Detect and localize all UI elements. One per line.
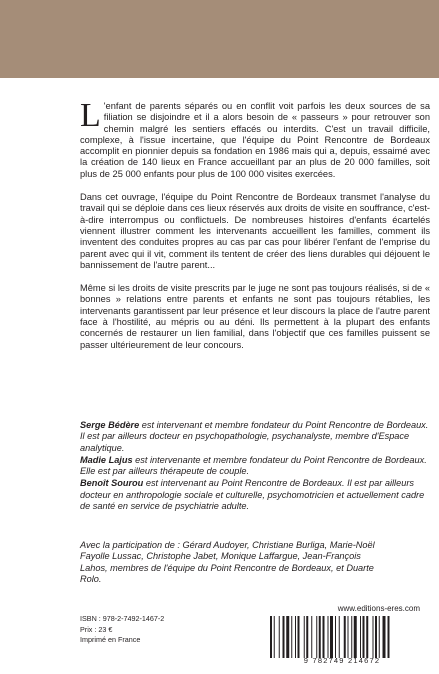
barcode-bar	[388, 616, 390, 658]
top-color-band	[0, 0, 439, 78]
dropcap-letter: L	[80, 97, 101, 134]
barcode-bar	[360, 616, 361, 658]
barcode-bar	[295, 616, 296, 658]
barcode-bar	[335, 616, 336, 658]
author-description: est intervenante et membre fondateur du Point Rencontre de Bordeaux. Elle est par ailleurs thérapeute de couple.	[80, 454, 427, 477]
barcode-digits: 9 782749 214672	[303, 656, 381, 665]
barcode-bar	[283, 616, 285, 658]
barcode-bar	[330, 616, 333, 658]
price: Prix : 23 €	[80, 624, 113, 634]
printed-in: Imprimé en France	[80, 635, 141, 644]
barcode-bar	[344, 616, 346, 658]
paragraph-2: Dans cet ouvrage, l'équipe du Point Rencontre de Bordeaux transmet l'analyse du travail qui se déploie dans ces lieux réservés aux droits de visite en souffrance, c'est-à-dire interrompus ou conflictuels. De nombreuses histoires d'enfants écartelés viennent illustrer comment les intervenants accueillent les familles, comment ils inventent des conduites propres au cas par cas pour libérer l'enfant de l'emprise du parent avec qui il vit, comment ils tentent de créer des liens durables qui déjouent le bannissement de l'autre parent...	[80, 192, 430, 270]
barcode-bar	[351, 616, 352, 658]
author-name: Benoît Sourou	[80, 478, 144, 489]
intro-text: 'enfant de parents séparés ou en conflit voit parfois les deux sources de sa filiation se disjoindre et il a alors besoin de « passeurs » pour retrouver son chemin malgré les sentiers effacés ou interdits. C'est un travail difficile, complexe, à l'issue incertaine, que l'équipe du Point Rencontre de Bordeaux accomplit en pionnier depuis sa fondation en 1986 mais qui a, depuis, essaimé avec la création de 140 lieux en France accueillant par an plus de 20 000 familles, soit plus de 25 000 enfants pour plus de 100 000 visites exercées.	[80, 101, 430, 179]
paragraph-3: Même si les droits de visite prescrits par le juge ne sont pas toujours réalisés, si de « bonnes » relations entre parents et enfants ne sont pas toujours rétablies, les intervenants garantissent par leur présence et leur discours la place de l'autre parent face à l'hostilité, au mépris ou au déni. Ils permettent à la plupart des enfants concernés de restaurer un lien familial, dans l'objectif que ces familles puissent se passer ultérieurement de leur concours.	[80, 283, 430, 350]
barcode-bar	[311, 616, 312, 658]
barcode-bar	[383, 616, 386, 658]
barcode-bar	[323, 616, 325, 658]
author-bio	[80, 420, 430, 454]
barcode-bar	[375, 616, 377, 658]
barcode-bar	[366, 616, 368, 658]
barcode-bar	[354, 616, 357, 658]
author-name: Serge Bédère	[80, 420, 140, 430]
barcode-bar	[291, 616, 292, 658]
barcode-bar	[328, 616, 329, 658]
author-bios	[80, 420, 430, 513]
barcode-bar	[319, 616, 321, 658]
author-bio	[80, 455, 430, 478]
participation-note: Avec la participation de : Gérard Audoyer, Christiane Burliga, Marie-Noël Fayolle Lussac, Christophe Jabet, Monique Laffargue, Jean-François Lahos, membres de l'équipe du Point Rencontre de Bordeaux, et Duarte Rolo.	[80, 540, 375, 584]
barcode-bar	[316, 616, 317, 658]
barcode-bar	[306, 616, 308, 658]
barcode-bar	[348, 616, 349, 658]
barcode-bar	[270, 616, 272, 658]
intro-paragraph	[80, 97, 430, 180]
barcode-bar	[274, 616, 275, 658]
barcode-icon	[268, 616, 420, 658]
barcode-bar	[363, 616, 365, 658]
author-description: est intervenant et membre fondateur du Point Rencontre de Bordeaux. Il est par ailleurs docteur en psychopathologie, psychanalyste, membre d'Espace analytique.	[80, 420, 429, 453]
author-bio	[80, 478, 430, 512]
barcode-bar	[339, 616, 340, 658]
author-name: Madie Lajus	[80, 454, 133, 465]
publisher-url: www.editions-eres.com	[337, 604, 420, 613]
isbn: ISBN : 978-2-7492-1467-2	[80, 614, 165, 623]
book-meta	[80, 614, 164, 646]
barcode-bar	[279, 616, 280, 658]
barcode-bar	[304, 616, 305, 658]
author-description: est intervenant au Point Rencontre de Bordeaux. Il est par ailleurs docteur en anthropologie sociale et culturelle, psychomotricien et actuellement cadre de santé en service de psychiatrie adulte.	[80, 478, 425, 512]
barcode-bar	[379, 616, 380, 658]
blurb	[80, 97, 430, 363]
barcode-bar	[286, 616, 289, 658]
barcode-bar	[298, 616, 300, 658]
barcode-bar	[373, 616, 374, 658]
